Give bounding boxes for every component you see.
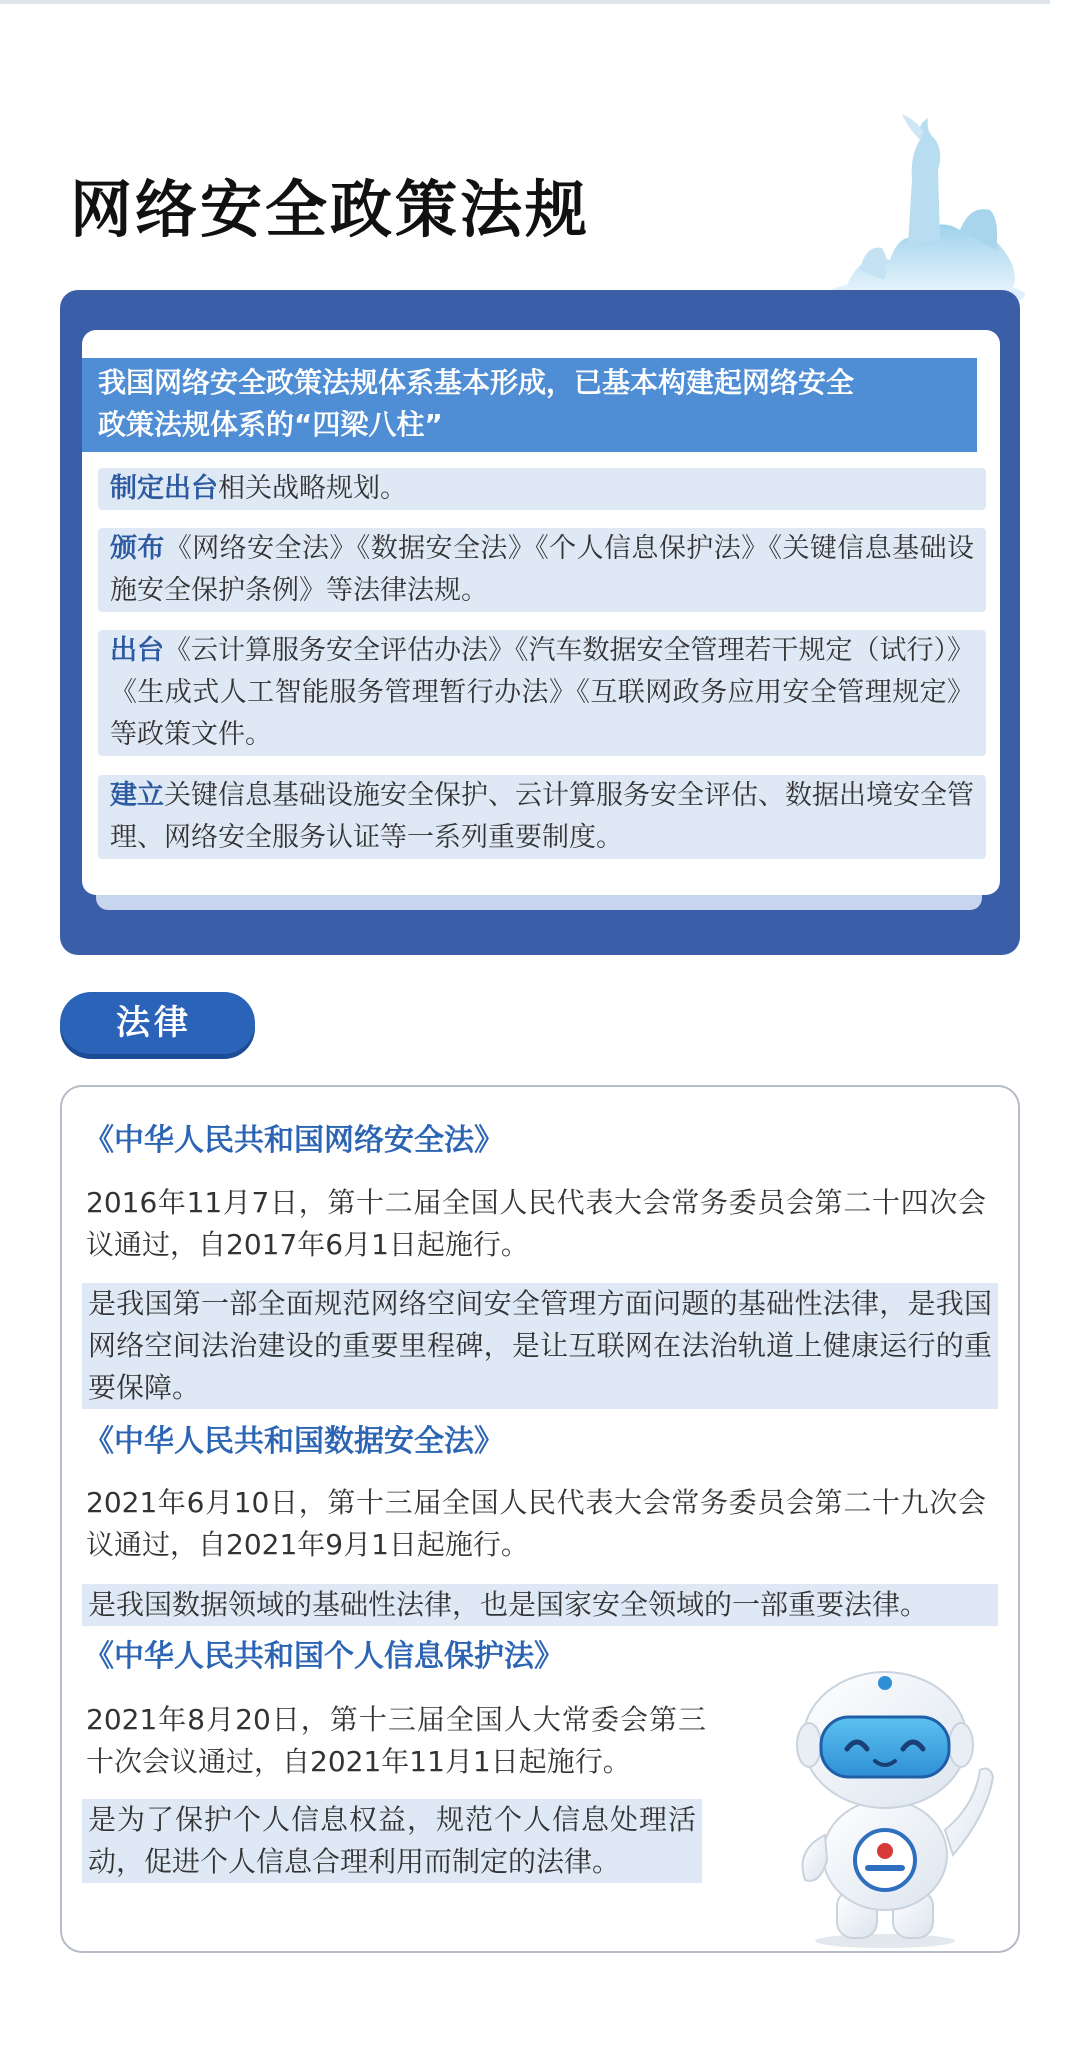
top-divider (0, 0, 1050, 4)
section-label-laws: 法律 (60, 992, 255, 1054)
summary-item-keyword: 出台 (110, 635, 164, 666)
summary-item-keyword: 制定出台 (110, 473, 218, 504)
summary-item-text: 关键信息基础设施安全保护、云计算服务安全评估、数据出境安全管理、网络安全服务认证等一系列重要制度。 (110, 780, 974, 853)
law-description: 是为了保护个人信息权益，规范个人信息处理活动，促进个人信息合理利用而制定的法律。 (82, 1799, 702, 1883)
summary-headline-line1: 我国网络安全政策法规体系基本形成，已基本构建起网络安全 (98, 366, 855, 399)
summary-item-text: 《云计算服务安全评估办法》《汽车数据安全管理若干规定（试行）》《生成式人工智能服务管理暂行办法》《互联网政务应用安全管理规定》等政策文件。 (110, 635, 974, 750)
summary-item-policies (98, 630, 986, 756)
law-description: 是我国第一部全面规范网络空间安全管理方面问题的基础性法律，是我国网络空间法治建设的重要里程碑，是让互联网在法治轨道上健康运行的重要保障。 (82, 1283, 998, 1409)
summary-card (60, 290, 1020, 955)
summary-headline (82, 358, 977, 452)
summary-item-text: 《网络安全法》《数据安全法》《个人信息保护法》《关键信息基础设施安全保护条例》等法律法规。 (110, 533, 974, 606)
law-enactment: 2021年8月20日，第十三届全国人大常委会第三十次会议通过，自2021年11月1日起施行。 (86, 1703, 706, 1778)
summary-headline-line2: 政策法规体系的“四梁八柱” (98, 408, 443, 441)
summary-item-systems (98, 775, 986, 859)
summary-item-text: 相关战略规划。 (218, 473, 407, 504)
law-title: 《中华人民共和国网络安全法》 (84, 1123, 504, 1158)
goat-statue-icon (820, 110, 1030, 310)
summary-card-inner (82, 330, 1000, 895)
summary-item-keyword: 颁布 (110, 533, 165, 564)
summary-item-keyword: 建立 (110, 780, 164, 811)
law-enactment: 2016年11月7日，第十二届全国人民代表大会常务委员会第二十四次会议通过，自2017年6月1日起施行。 (86, 1186, 986, 1261)
law-title: 《中华人民共和国个人信息保护法》 (84, 1639, 564, 1674)
law-enactment: 2021年6月10日，第十三届全国人民代表大会常务委员会第二十九次会议通过，自2021年9月1日起施行。 (86, 1486, 986, 1561)
law-title: 《中华人民共和国数据安全法》 (84, 1424, 504, 1459)
summary-item-strategy (98, 468, 986, 510)
summary-item-laws (98, 528, 986, 612)
page-title: 网络安全政策法规 (70, 173, 591, 246)
law-description: 是我国数据领域的基础性法律，也是国家安全领域的一部重要法律。 (82, 1584, 998, 1626)
robot-mascot-icon (765, 1665, 1015, 1950)
